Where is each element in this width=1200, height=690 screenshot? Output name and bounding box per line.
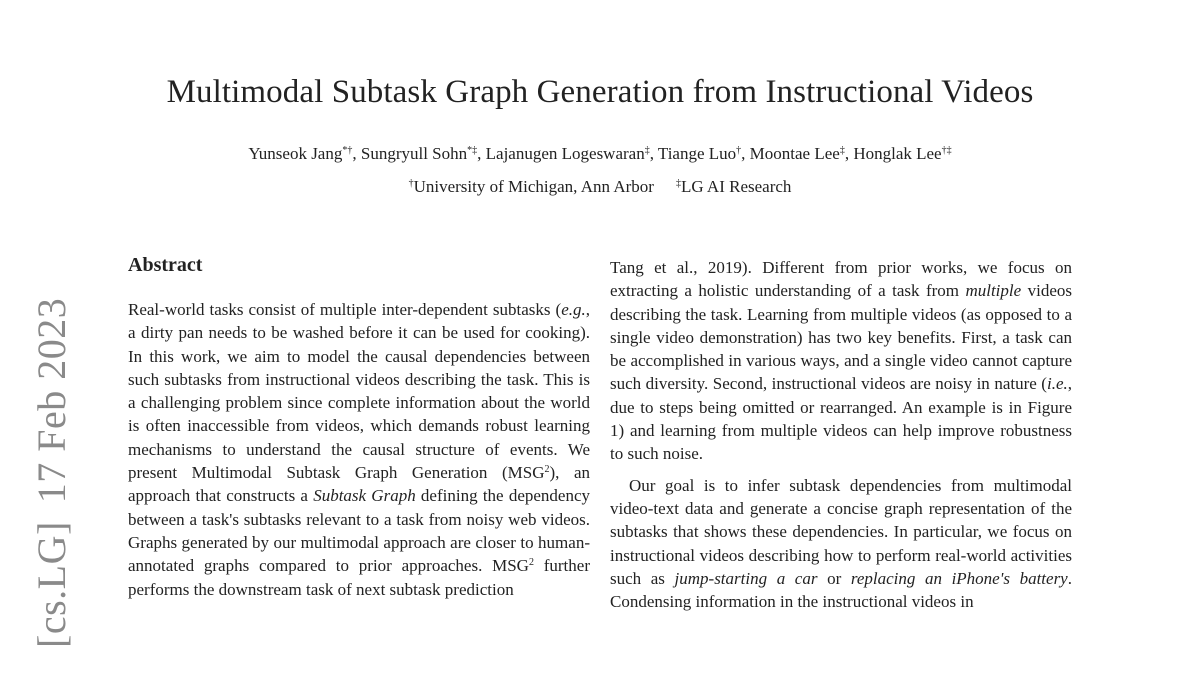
abstract-heading: Abstract [128,254,203,276]
body-column-right [610,256,1072,648]
right-column-clip [610,256,1072,648]
author: Tiange Luo† [657,144,742,163]
body-paragraph: Tang et al., 2019). Different from prior works, we focus on extracting a holistic understanding of a task from multiple videos describing the task. Learning from multiple videos (as opposed to a single video demonstration) has two key benefits. First, a task can be accomplished in various ways, and a single video cannot capture such diversity. Second, instructional videos are noisy in nature (i.e., due to steps being omitted or rearranged. An example is in Figure 1) and learning from multiple videos can help improve robustness to such noise. [610,258,1072,464]
affiliation-list [0,177,1200,197]
author: Sungryull Sohn*‡ [360,144,478,163]
author: Moontae Lee‡ [749,144,845,163]
author: Yunseok Jang*† [248,144,353,163]
arxiv-category: [cs.LG] [29,521,74,648]
arxiv-date: 17 Feb 2023 [29,297,74,504]
abstract-column [128,252,590,690]
abstract-paragraph: Real-world tasks consist of multiple inter-dependent subtasks (e.g., a dirty pan needs to be washed before it can be used for cooking). In this work, we aim to model the causal dependencies between such subtasks from instructional videos describing the task. This is a challenging problem since complete information about the world is often inaccessible from videos, which demands robust learning mechanisms to understand the causal structure of events. We present Multimodal Subtask Graph Generation (MSG$^2$), an approach that constructs a Subtask Graph defining the dependency between a task's subtasks relevant to a task from noisy web videos. Graphs generated by our multimodal approach are closer to human-annotated graphs compared to prior approaches. MSG$^2$ further performs the downstream task of next subtask prediction [128,300,590,599]
author-list: Yunseok Jang*†, Sungryull Sohn*‡, Lajanugen Logeswaran‡, Tiange Luo†, Moontae Lee‡, Honglak Lee†‡ [248,144,952,163]
paper-title: Multimodal Subtask Graph Generation from Instructional Videos [166,74,1034,110]
affiliation: ‡LG AI Research [675,177,792,196]
author: Honglak Lee†‡ [853,144,952,163]
arxiv-sidebar-stamp [28,280,75,648]
affiliation: †University of Michigan, Ann Arbor [408,177,654,196]
author: Lajanugen Logeswaran‡ [485,144,650,163]
body-paragraph: Our goal is to infer subtask dependencies from multimodal video-text data and generate a concise graph representation of the subtasks that shows these dependencies. In particular, we focus on instructional videos describing how to perform real-world activities such as jump-starting a car or replacing an iPhone's battery. Condensing information in the instructional videos in [610,475,1072,612]
abstract-clip [128,298,590,690]
